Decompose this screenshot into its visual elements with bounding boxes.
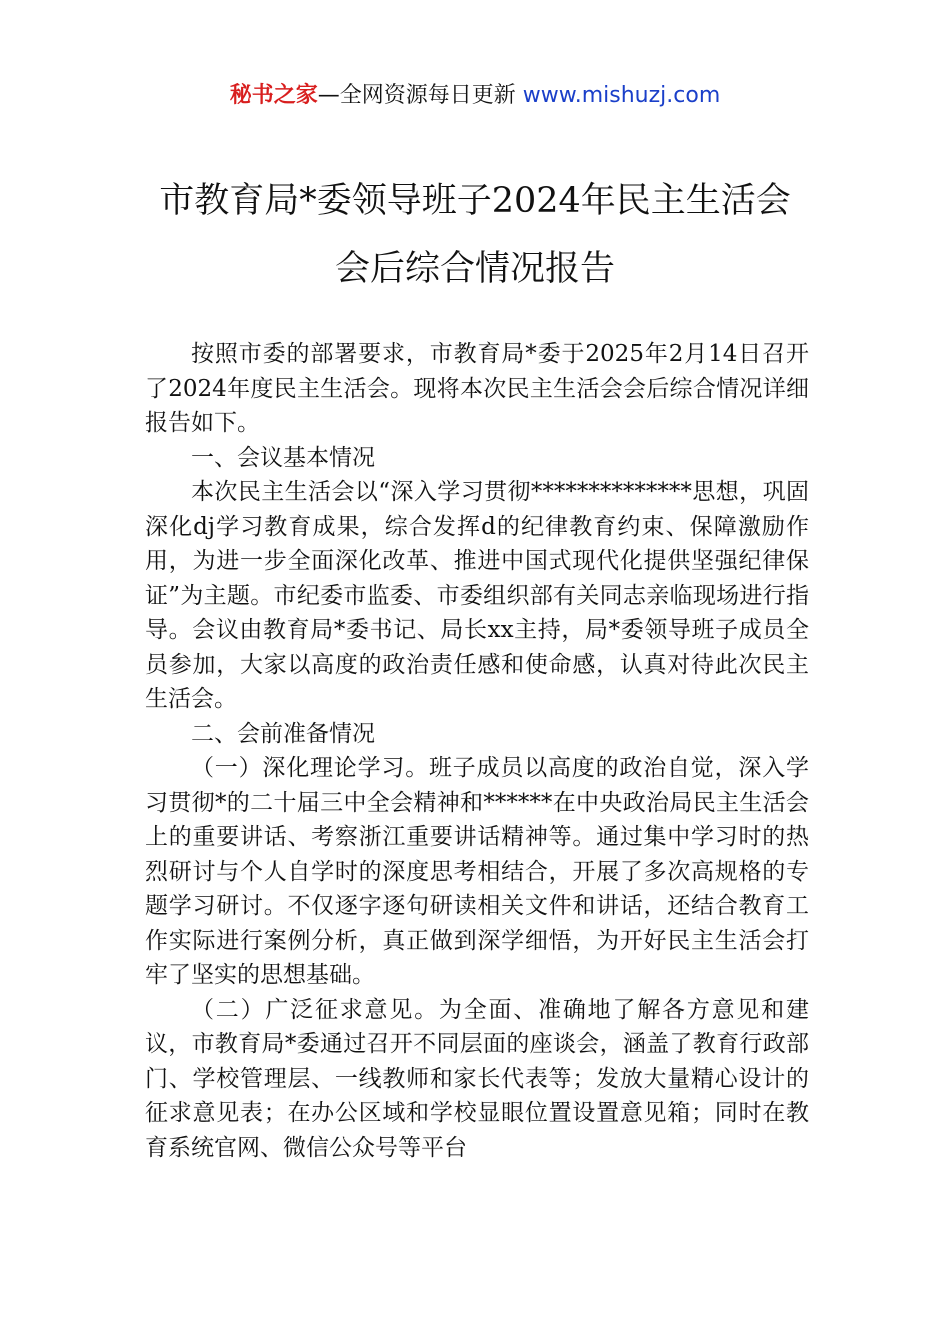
document-body — [145, 337, 809, 1165]
solicit-opinions-paragraph: （二）广泛征求意见。为全面、准确地了解各方意见和建议，市教育局*委通过召开不同层面的座谈会，涵盖了教育行政部门、学校管理层、一线教师和家长代表等；发放大量精心设计的征求意见表；在办公区域和学校显眼位置设置意见箱；同时在教育系统官网、微信公众号等平台 — [145, 996, 809, 1161]
meeting-overview-paragraph: 本次民主生活会以“深入学习贯彻**************思想，巩固深化dj学习教育成果，综合发挥d的纪律教育约束、保障激励作用，为进一步全面深化改革、推进中国式现代化提供坚强纪律保证”为主题。市纪委市监委、市委组织部有关同志亲临现场进行指导。会议由教育局*委书记、局长xx主持，局*委领导班子成员全员参加，大家以高度的政治责任感和使命感，认真对待此次民主生活会。 — [145, 479, 809, 712]
theory-study-paragraph: （一）深化理论学习。班子成员以高度的政治自觉，深入学习贯彻*的二十届三中全会精神和******在中央政治局民主生活会上的重要讲话、考察浙江重要讲话精神等。通过集中学习时的热烈研讨与个人自学时的深度思考相结合，开展了多次高规格的专题学习研讨。不仅逐字逐句研读相关文件和讲话，还结合教育工作实际进行案例分析，真正做到深学细悟，为开好民主生活会打牢了坚实的思想基础。 — [145, 755, 809, 988]
document-title-line-2: 会后综合情况报告 — [334, 249, 615, 289]
site-header — [0, 78, 950, 114]
brand-name: 秘书之家 — [229, 83, 318, 108]
header-tagline: —全网资源每日更新 — [317, 83, 523, 108]
website-link[interactable]: www.mishuzj.com — [522, 83, 721, 108]
document-title-line-1: 市教育局*委领导班子2024年民主生活会 — [159, 181, 791, 221]
section-heading-meeting-overview: 一、会议基本情况 — [191, 444, 375, 471]
section-heading-preparation: 二、会前准备情况 — [191, 720, 375, 747]
intro-paragraph: 按照市委的部署要求，市教育局*委于2025年2月14日召开了2024年度民主生活会。现将本次民主生活会会后综合情况详细报告如下。 — [145, 341, 809, 436]
